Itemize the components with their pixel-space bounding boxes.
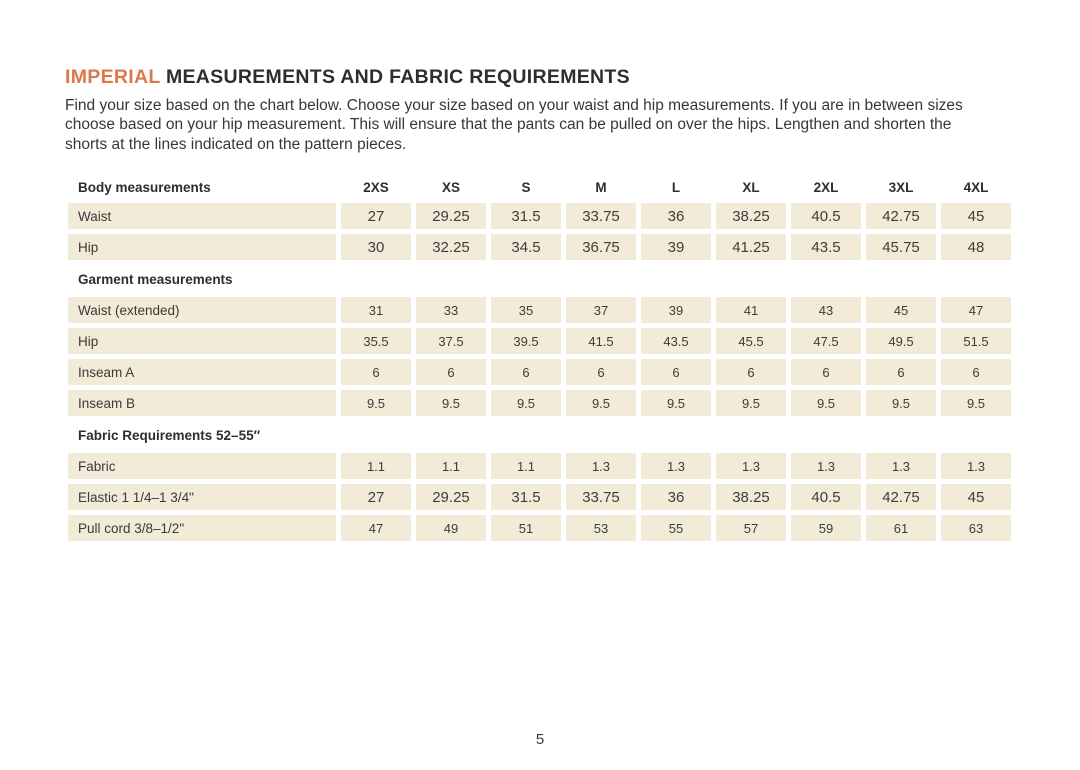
section-heading-row [68,266,1015,292]
table-row [68,297,1015,323]
value-cell: 9.5 [341,390,411,416]
row-label: Fabric [68,453,336,479]
value-cell: 40.5 [791,203,861,229]
value-cell: 9.5 [491,390,561,416]
page-number: 5 [535,731,545,748]
value-cell: 41.5 [566,328,636,354]
value-cell: 38.25 [716,484,786,510]
value-cell: 32.25 [416,234,486,260]
value-cell: 9.5 [791,390,861,416]
row-label: Inseam A [68,359,336,385]
intro-line: choose based on your hip measurement. This will ensure that the pants can be pulled on over the hips. Lengthen and shorten the [65,116,952,134]
value-cell: 31 [341,297,411,323]
value-cell: 39 [641,297,711,323]
value-cell: 51.5 [941,328,1011,354]
value-cell: 1.1 [491,453,561,479]
value-cell: 27 [341,484,411,510]
value-cell: 33.75 [566,484,636,510]
size-column-header: 2XL [813,179,839,195]
value-cell: 1.1 [416,453,486,479]
value-cell: 30 [341,234,411,260]
value-cell: 35.5 [341,328,411,354]
row-label: Pull cord 3/8–1/2" [68,515,336,541]
value-cell: 39.5 [491,328,561,354]
value-cell: 9.5 [866,390,936,416]
table-row [68,453,1015,479]
value-cell: 6 [416,359,486,385]
value-cell: 29.25 [416,484,486,510]
value-cell: 45 [866,297,936,323]
value-cell: 45 [941,484,1011,510]
row-label: Elastic 1 1/4–1 3/4" [68,484,336,510]
value-cell: 61 [866,515,936,541]
value-cell: 40.5 [791,484,861,510]
row-label: Waist [68,203,336,229]
value-cell: 31.5 [491,203,561,229]
value-cell: 6 [866,359,936,385]
table-row [68,515,1015,541]
table-row [68,234,1015,260]
value-cell: 6 [641,359,711,385]
value-cell: 37 [566,297,636,323]
title-highlight: IMPERIAL [65,66,161,88]
value-cell: 9.5 [941,390,1011,416]
value-cell: 37.5 [416,328,486,354]
value-cell: 43.5 [641,328,711,354]
value-cell: 36.75 [566,234,636,260]
size-column-header: L [671,179,681,195]
value-cell: 38.25 [716,203,786,229]
intro-line: shorts at the lines indicated on the pattern pieces. [65,135,407,153]
value-cell: 6 [716,359,786,385]
value-cell: 29.25 [416,203,486,229]
value-cell: 36 [641,203,711,229]
table-row [68,328,1015,354]
value-cell: 57 [716,515,786,541]
value-cell: 1.3 [641,453,711,479]
value-cell: 59 [791,515,861,541]
value-cell: 51 [491,515,561,541]
value-cell: 55 [641,515,711,541]
size-column-header: XL [742,179,760,195]
intro-line: Find your size based on the chart below. Choose your size based on your waist and hip measurements. If you are in between sizes [65,97,963,114]
value-cell: 43.5 [791,234,861,260]
value-cell: 1.3 [866,453,936,479]
value-cell: 9.5 [641,390,711,416]
table-row [68,359,1015,385]
value-cell: 27 [341,203,411,229]
title-rest: MEASUREMENTS AND FABRIC REQUIREMENTS [165,66,630,88]
row-label: Waist (extended) [68,297,336,323]
value-cell: 47.5 [791,328,861,354]
table-row [68,390,1015,416]
page-content [65,66,1015,546]
value-cell: 6 [341,359,411,385]
value-cell: 36 [641,484,711,510]
value-cell: 41 [716,297,786,323]
value-cell: 47 [941,297,1011,323]
size-column-header: M [595,179,607,195]
value-cell: 49 [416,515,486,541]
value-cell: 6 [491,359,561,385]
value-cell: 1.1 [341,453,411,479]
value-cell: 49.5 [866,328,936,354]
size-column-header: 4XL [963,179,989,195]
value-cell: 9.5 [716,390,786,416]
section-heading-row [68,422,1015,448]
row-label: Inseam B [68,390,336,416]
value-cell: 1.3 [791,453,861,479]
section-heading: Fabric Requirements 52–55″ [78,427,261,443]
size-column-header: XS [441,179,460,195]
value-cell: 63 [941,515,1011,541]
value-cell: 6 [941,359,1011,385]
value-cell: 9.5 [416,390,486,416]
section-heading: Garment measurements [78,271,233,287]
value-cell: 33 [416,297,486,323]
value-cell: 33.75 [566,203,636,229]
size-column-header: 2XS [363,179,389,195]
table-row [68,203,1015,229]
value-cell: 6 [566,359,636,385]
table-header-row [68,175,1015,199]
value-cell: 1.3 [716,453,786,479]
intro-paragraph [65,96,1015,154]
value-cell: 45 [941,203,1011,229]
value-cell: 34.5 [491,234,561,260]
value-cell: 35 [491,297,561,323]
value-cell: 53 [566,515,636,541]
value-cell: 42.75 [866,484,936,510]
value-cell: 43 [791,297,861,323]
value-cell: 48 [941,234,1011,260]
value-cell: 45.75 [866,234,936,260]
value-cell: 31.5 [491,484,561,510]
value-cell: 9.5 [566,390,636,416]
size-column-header: 3XL [888,179,914,195]
value-cell: 39 [641,234,711,260]
value-cell: 42.75 [866,203,936,229]
column-header-label: Body measurements [78,179,211,195]
row-label: Hip [68,234,336,260]
size-chart-table [68,175,1015,541]
value-cell: 1.3 [566,453,636,479]
value-cell: 1.3 [941,453,1011,479]
value-cell: 41.25 [716,234,786,260]
table-row [68,484,1015,510]
size-column-header: S [521,179,531,195]
value-cell: 45.5 [716,328,786,354]
value-cell: 47 [341,515,411,541]
page-title [65,66,1015,89]
row-label: Hip [68,328,336,354]
value-cell: 6 [791,359,861,385]
